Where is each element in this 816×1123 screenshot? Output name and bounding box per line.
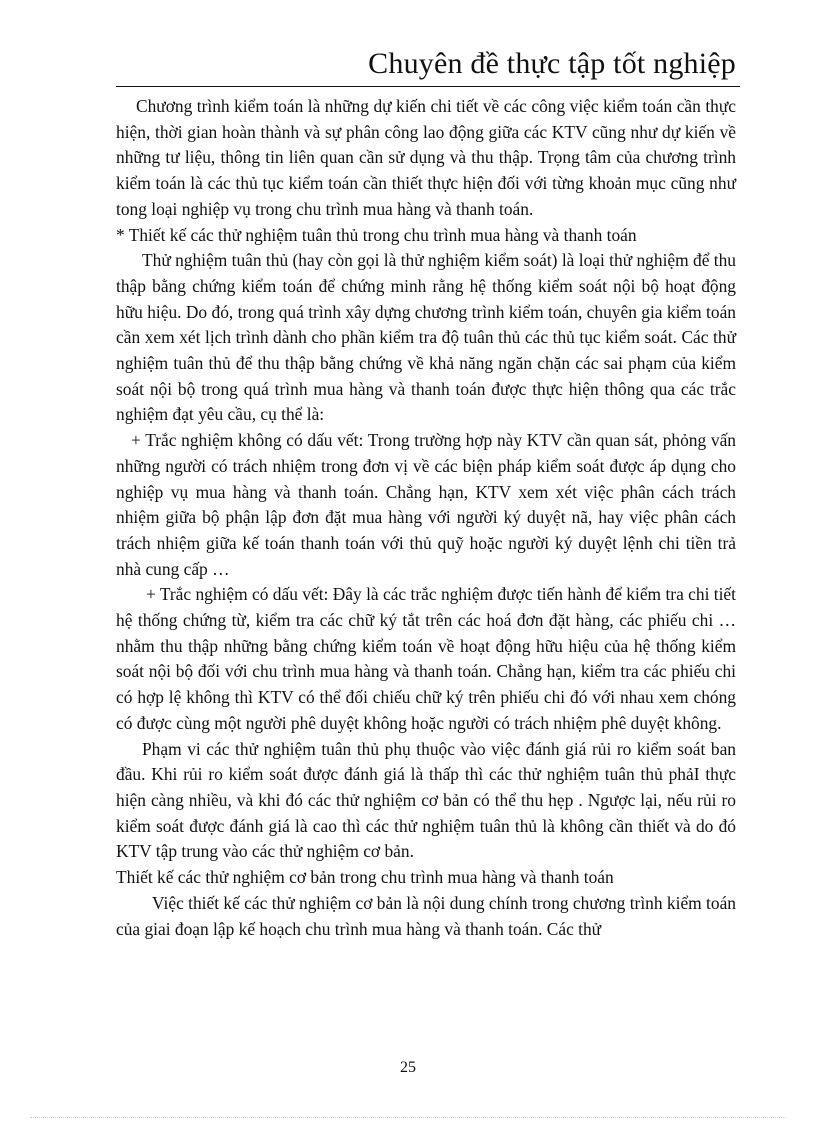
header-divider bbox=[116, 86, 740, 87]
paragraph-test-scope: Phạm vi các thử nghiệm tuân thủ phụ thuộc vào việc đánh giá rủi ro kiểm soát ban đầu. Khi rủi ro kiểm soát được đánh giá là thấp thì các thử nghiệm tuân thủ phảI thực hiện càng nhiều, và khi đó các thử nghiệm cơ bản có thể thu hẹp . Ngược lại, nếu rủi ro kiểm soát được đánh giá là cao thì các thử nghiệm tuân thủ là không cần thiết và do đó KTV tập trung vào các thử nghiệm cơ bản. bbox=[116, 738, 736, 862]
paragraph-substantive-tests: Việc thiết kế các thử nghiệm cơ bản là nội dung chính trong chương trình kiểm toán của giai đoạn lập kế hoạch chu trình mua hàng và thanh toán. Các thử bbox=[116, 892, 736, 939]
paragraph-traced-tests: + Trắc nghiệm có dấu vết: Đây là các trắc nghiệm được tiến hành để kiểm tra chi tiết hệ thống chứng từ, kiểm tra các chữ ký tắt trên các hoá đơn đặt hàng, các phiếu chi … nhằm thu thập những bằng chứng kiểm toán về hoạt động hữu hiệu của hệ thống kiểm soát nội bộ đối với chu trình mua hàng và thanh toán. Chẳng hạn, kiểm tra các phiếu chi có hợp lệ không thì KTV có thể đối chiếu chữ ký trên phiếu chi đó với nhau xem chóng có được cùng một người phê duyệt không hoặc người có trách nhiệm phê duyệt không. bbox=[116, 584, 736, 733]
page-number: 25 bbox=[400, 1059, 416, 1076]
heading-substantive-tests: Thiết kế các thử nghiệm cơ bản trong chu trình mua hàng và thanh toán bbox=[116, 867, 614, 888]
document-body bbox=[116, 94, 736, 942]
paragraph-audit-program: Chương trình kiểm toán là những dự kiến chi tiết về các công việc kiểm toán cần thực hiện, thời gian hoàn thành và sự phân công lao động giữa các KTV cũng như dự kiến về những tư liệu, thông tin liên quan cần sử dụng và thu thập. Trọng tâm của chương trình kiểm toán là các thủ tục kiểm toán cần thiết thực hiện đối với từng khoản mục cũng như tong loại nghiệp vụ trong chu trình mua hàng và thanh toán. bbox=[116, 96, 736, 219]
page-bottom-border bbox=[30, 1117, 786, 1118]
paragraph-compliance-tests: Thử nghiệm tuân thủ (hay còn gọi là thử nghiệm kiểm soát) là loại thử nghiệm để thu thập bằng chứng kiểm toán để chứng minh rằng hệ thống kiểm soát nội bộ hoạt động hữu hiệu. Do đó, trong quá trình xây dựng chương trình kiểm toán, chuyên gia kiểm toán cần xem xét lịch trình dành cho phần kiểm tra độ tuân thủ các thủ tục kiểm soát. Các thử nghiệm tuân thủ để thu thập bằng chứng về khả năng ngăn chặn các sai phạm của kiểm soát nội bộ trong quá trình mua hàng và thanh toán được thực hiện thông qua các trắc nghiệm đạt yêu cầu, cụ thể là: bbox=[116, 250, 736, 425]
heading-compliance-tests: * Thiết kế các thử nghiệm tuân thủ trong chu trình mua hàng và thanh toán bbox=[116, 224, 637, 245]
paragraph-untraced-tests: + Trắc nghiệm không có dấu vết: Trong trường hợp này KTV cần quan sát, phỏng vấn những người có trách nhiệm trong đơn vị về các biện pháp kiểm soát được áp dụng cho nghiệp vụ mua hàng và thanh toán. Chẳng hạn, KTV xem xét việc phân cách trách nhiệm giữa bộ phận lập đơn đặt mua hàng với người ký duyệt nã, hay việc phân cách trách nhiệm giữa kế toán thanh toán với thủ quỹ hoặc người ký duyệt lệnh chi tiền trả nhà cung cấp … bbox=[116, 430, 736, 579]
page-header-title: Chuyên đề thực tập tốt nghiệp bbox=[368, 47, 736, 80]
